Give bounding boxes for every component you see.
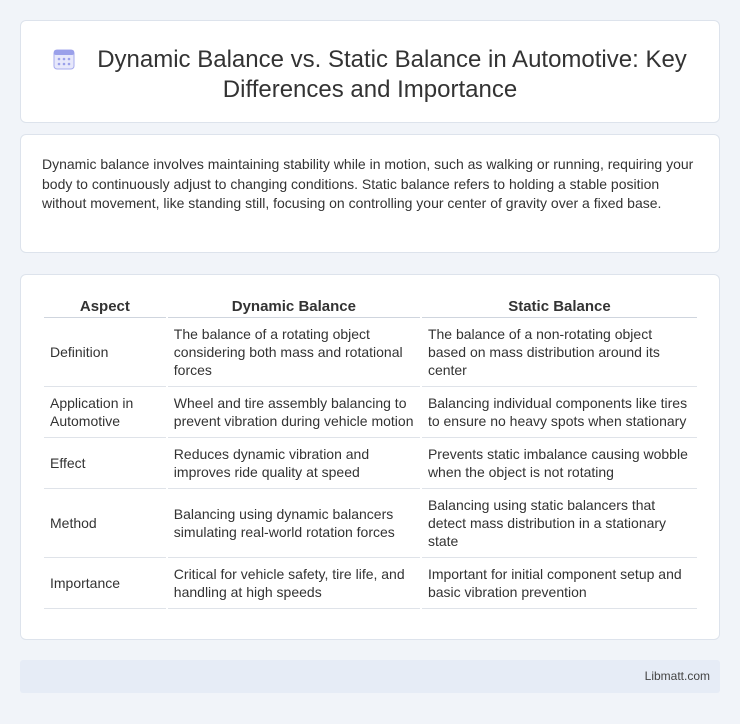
row-aspect-cell: Method	[44, 489, 166, 558]
title-card	[20, 20, 720, 123]
table-row	[44, 318, 697, 387]
row-static-cell: Prevents static imbalance causing wobble when the object is not rotating	[422, 438, 697, 489]
header-dynamic-balance: Dynamic Balance	[168, 296, 420, 318]
row-dynamic-cell: Wheel and tire assembly balancing to prevent vibration during vehicle motion	[168, 387, 420, 438]
header-static-balance: Static Balance	[422, 296, 697, 318]
row-dynamic-cell: The balance of a rotating object considering both mass and rotational forces	[168, 318, 420, 387]
footer-bar	[20, 660, 720, 693]
title-line-1: Dynamic Balance vs. Static Balance in Automotive: Key	[97, 46, 687, 73]
comparison-card	[20, 274, 720, 640]
table-row	[44, 489, 697, 558]
row-aspect-cell: Importance	[44, 558, 166, 609]
row-static-cell: Balancing individual components like tires to ensure no heavy spots when stationary	[422, 387, 697, 438]
table-row	[44, 438, 697, 489]
table-row	[44, 558, 697, 609]
table-row	[44, 387, 697, 438]
table-header-row	[44, 296, 697, 318]
calendar-grid-icon	[53, 48, 75, 70]
row-aspect-cell: Definition	[44, 318, 166, 387]
row-dynamic-cell: Reduces dynamic vibration and improves ride quality at speed	[168, 438, 420, 489]
row-dynamic-cell: Balancing using dynamic balancers simulating real-world rotation forces	[168, 489, 420, 558]
header-aspect: Aspect	[44, 296, 166, 318]
row-static-cell: Balancing using static balancers that detect mass distribution in a stationary state	[422, 489, 697, 558]
title-line-2: Differences and Importance	[222, 76, 518, 103]
intro-paragraph: Dynamic balance involves maintaining stability while in motion, such as walking or running, requiring your body to continuously adjust to changing conditions. Static balance refers to holding a stable position without movement, like standing still, focusing on controlling your center of gravity over a fixed base.	[42, 156, 694, 211]
comparison-table	[42, 296, 699, 609]
intro-card	[20, 134, 720, 253]
row-aspect-cell: Application in Automotive	[44, 387, 166, 438]
footer-site-link[interactable]: Libmatt.com	[644, 669, 710, 683]
row-static-cell: Important for initial component setup and basic vibration prevention	[422, 558, 697, 609]
row-static-cell: The balance of a non-rotating object based on mass distribution around its center	[422, 318, 697, 387]
row-aspect-cell: Effect	[44, 438, 166, 489]
row-dynamic-cell: Critical for vehicle safety, tire life, and handling at high speeds	[168, 558, 420, 609]
page-title	[21, 45, 719, 105]
